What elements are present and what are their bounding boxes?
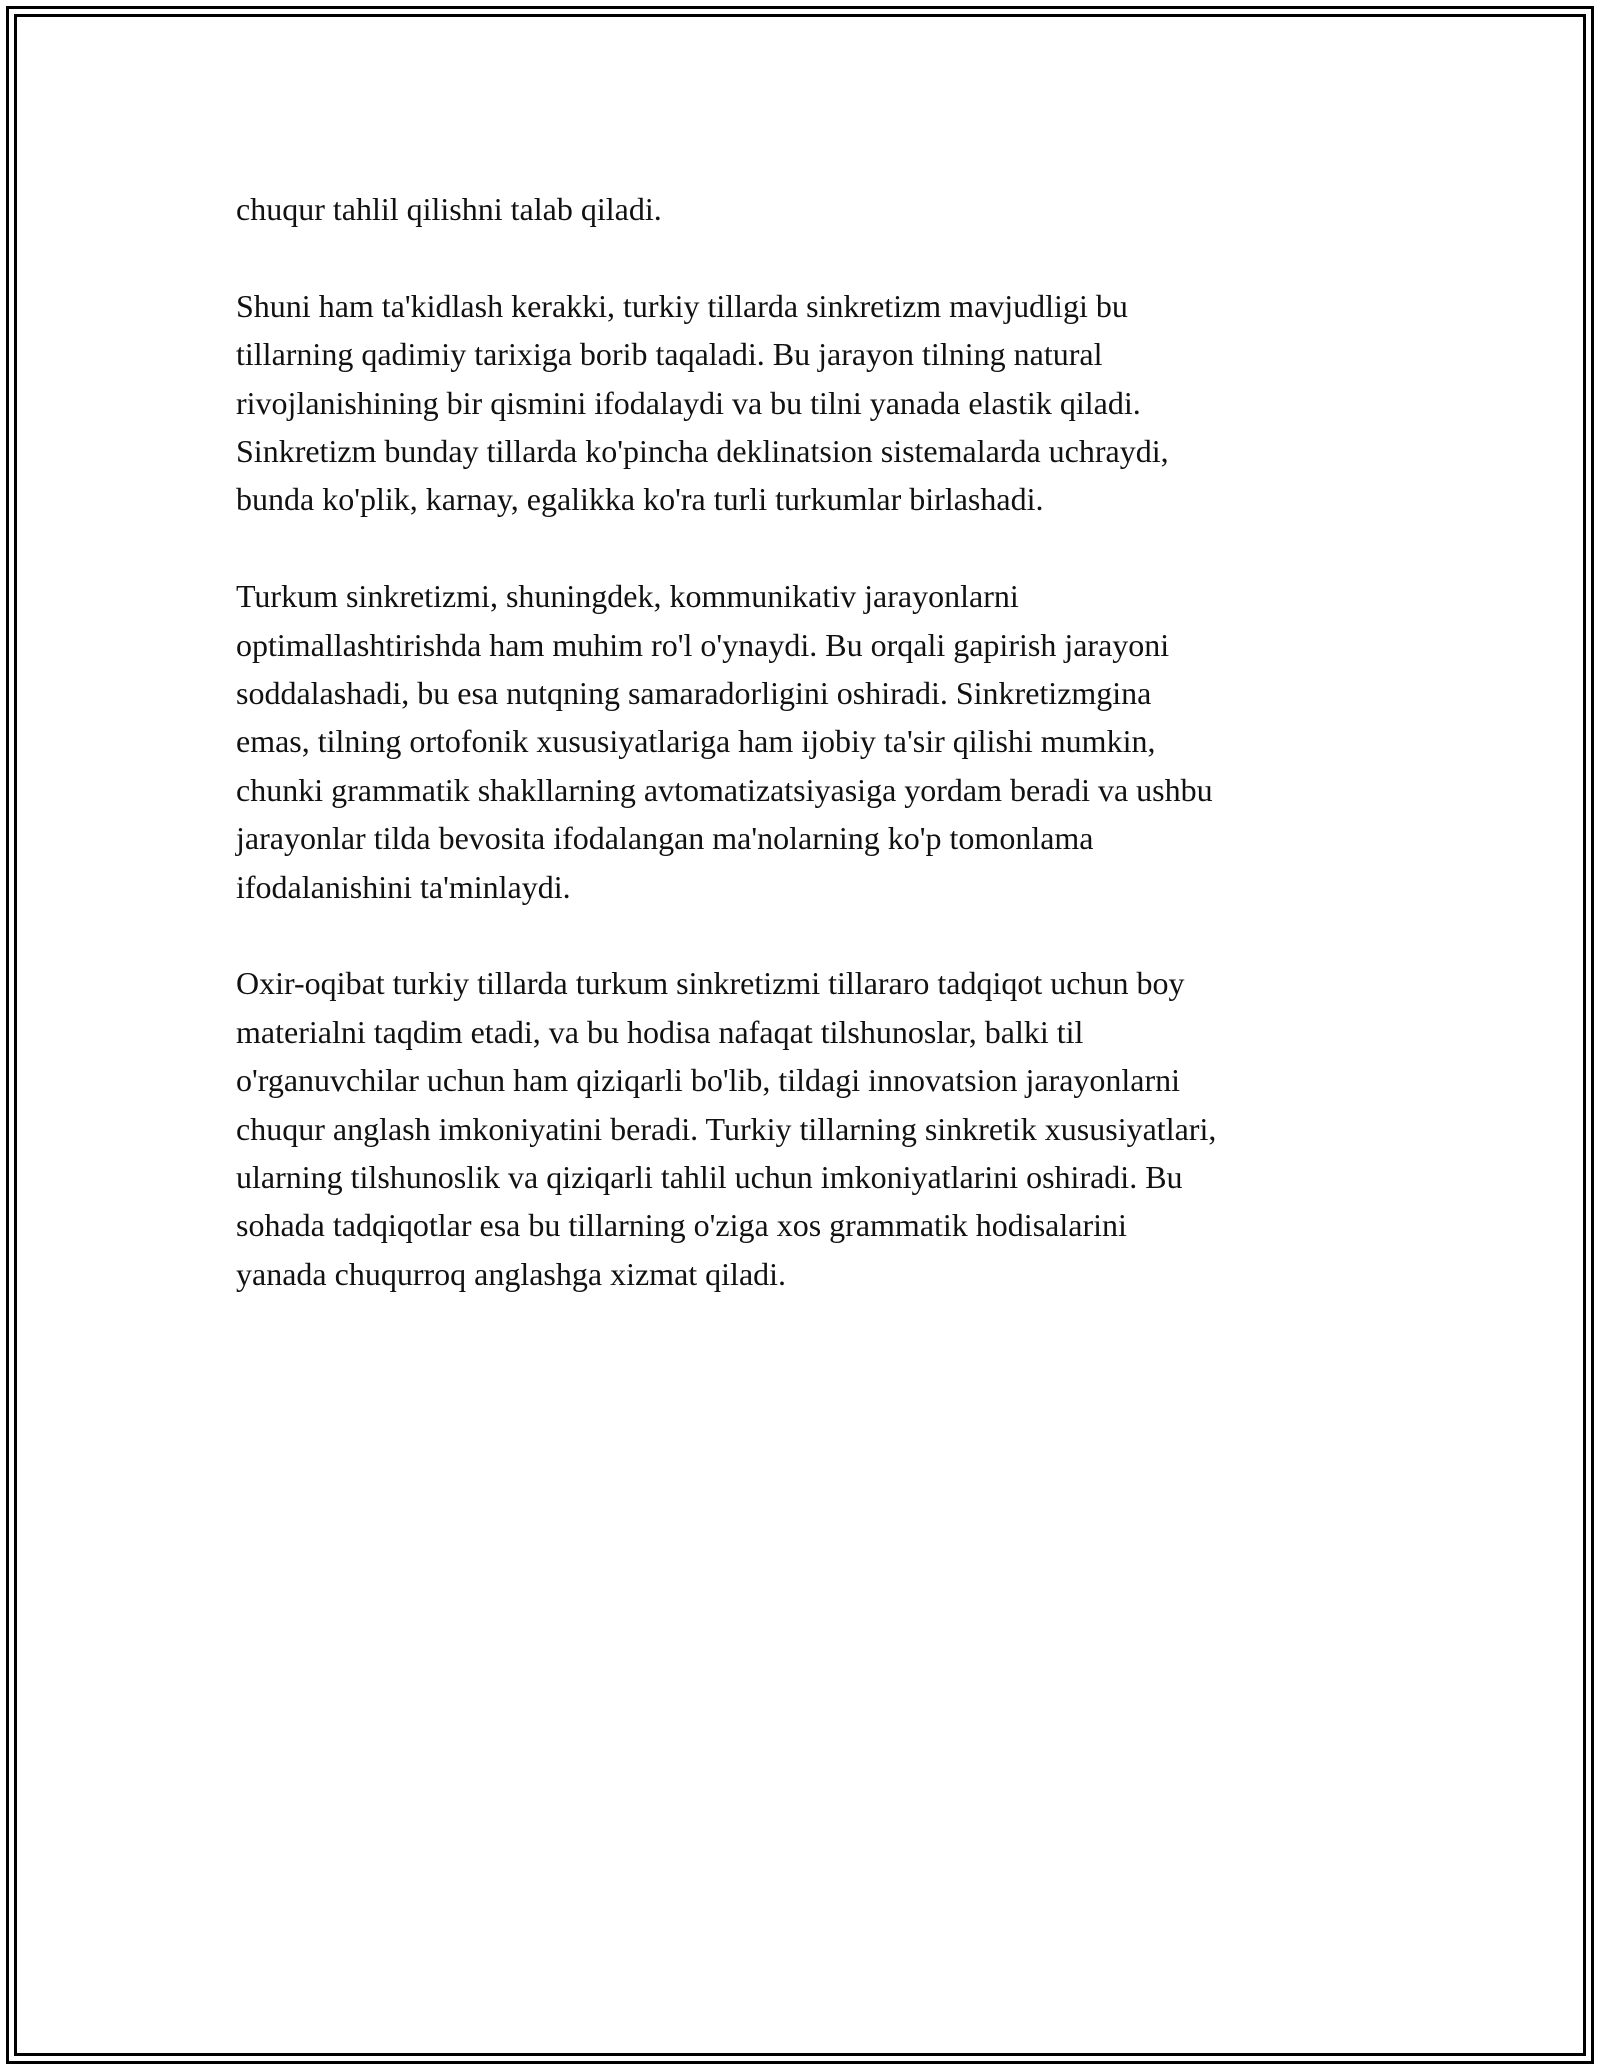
paragraph-syncretism-history: Shuni ham ta'kidlash kerakki, turkiy tillarda sinkretizm mavjudligi bu tillarning qadimiy tarixiga borib taqaladi. Bu jarayon tilning natural rivojlanishining bir qismini ifodalaydi va bu tilni yanada elastik qiladi. Sinkretizm bunday tillarda ko'pincha deklinatsion sistemalarda uchraydi, bunda ko'plik, karnay, egalikka ko'ra turli turkumlar birlashadi. (236, 287, 1169, 518)
paragraph-continuation: chuqur tahlil qilishni talab qiladi. (236, 191, 662, 227)
document-body (236, 185, 1386, 1347)
paragraph-communicative-role: Turkum sinkretizmi, shuningdek, kommunikativ jarayonlarni optimallashtirishda ham muhim ro'l o'ynaydi. Bu orqali gapirish jarayoni soddalashadi, bu esa nutqning samaradorligini oshiradi. Sinkretizmgina emas, tilning ortofonik xususiyatlariga ham ijobiy ta'sir qilishi mumkin, chunki grammatik shakllarning avtomatizatsiyasiga yordam beradi va ushbu jarayonlar tilda bevosita ifodalangan ma'nolarning ko'p tomonlama ifodalanishini ta'minlaydi. (236, 578, 1213, 905)
paragraph-conclusion: Oxir-oqibat turkiy tillarda turkum sinkretizmi tillararo tadqiqot uchun boy materialni taqdim etadi, va bu hodisa nafaqat tilshunoslar, balki til o'rganuvchilar uchun ham qiziqarli bo'lib, tildagi innovatsion jarayonlarni chuqur anglash imkoniyatini beradi. Turkiy tillarning sinkretik xususiyatlari, ularning tilshunoslik va qiziqarli tahlil uchun imkoniyatlarini oshiradi. Bu sohada tadqiqotlar esa bu tillarning o'ziga xos grammatik hodisalarini yanada chuqurroq anglashga xizmat qiladi. (236, 965, 1217, 1292)
